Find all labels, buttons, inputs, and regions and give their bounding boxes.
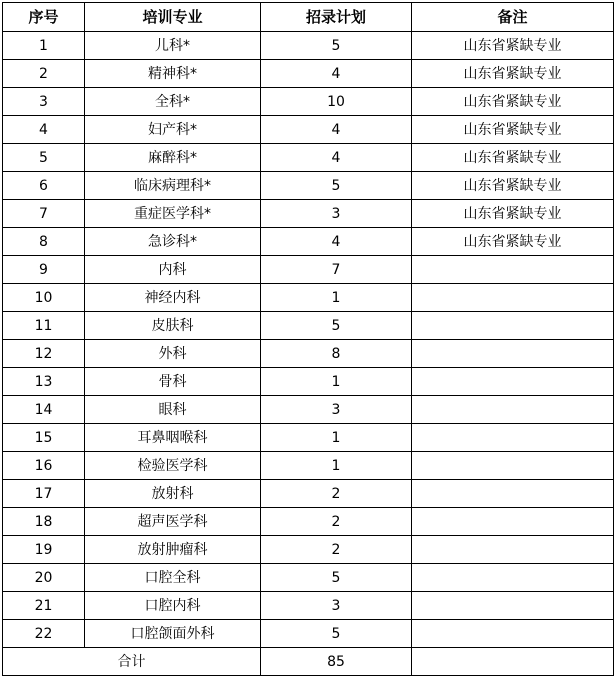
header-seq: 序号 <box>3 3 85 32</box>
cell-seq: 13 <box>3 368 85 396</box>
cell-plan: 10 <box>261 88 412 116</box>
cell-specialty: 口腔内科 <box>85 592 261 620</box>
cell-seq: 19 <box>3 536 85 564</box>
header-specialty: 培训专业 <box>85 3 261 32</box>
cell-plan: 1 <box>261 424 412 452</box>
table-row <box>3 508 614 536</box>
total-note <box>412 648 614 676</box>
cell-specialty: 外科 <box>85 340 261 368</box>
cell-seq: 15 <box>3 424 85 452</box>
cell-specialty: 口腔颌面外科 <box>85 620 261 648</box>
cell-seq: 11 <box>3 312 85 340</box>
header-note: 备注 <box>412 3 614 32</box>
cell-seq: 1 <box>3 32 85 60</box>
cell-seq: 18 <box>3 508 85 536</box>
cell-plan: 5 <box>261 32 412 60</box>
cell-note <box>412 396 614 424</box>
cell-note <box>412 564 614 592</box>
cell-note <box>412 508 614 536</box>
table-row <box>3 452 614 480</box>
table-row <box>3 396 614 424</box>
cell-note <box>412 536 614 564</box>
table-row <box>3 88 614 116</box>
table-row <box>3 592 614 620</box>
cell-seq: 20 <box>3 564 85 592</box>
cell-note <box>412 480 614 508</box>
cell-seq: 17 <box>3 480 85 508</box>
cell-note: 山东省紧缺专业 <box>412 172 614 200</box>
table-row <box>3 312 614 340</box>
cell-note <box>412 368 614 396</box>
table-row <box>3 368 614 396</box>
table-row <box>3 564 614 592</box>
cell-note <box>412 592 614 620</box>
cell-note: 山东省紧缺专业 <box>412 60 614 88</box>
cell-seq: 12 <box>3 340 85 368</box>
table-row <box>3 144 614 172</box>
cell-note <box>412 620 614 648</box>
table-row <box>3 620 614 648</box>
cell-specialty: 放射科 <box>85 480 261 508</box>
total-label: 合计 <box>3 648 261 676</box>
cell-specialty: 麻醉科* <box>85 144 261 172</box>
table-row <box>3 424 614 452</box>
total-plan: 85 <box>261 648 412 676</box>
cell-seq: 14 <box>3 396 85 424</box>
cell-specialty: 内科 <box>85 256 261 284</box>
cell-note <box>412 340 614 368</box>
table-row <box>3 32 614 60</box>
cell-seq: 8 <box>3 228 85 256</box>
cell-specialty: 皮肤科 <box>85 312 261 340</box>
cell-seq: 16 <box>3 452 85 480</box>
table-row <box>3 284 614 312</box>
cell-note <box>412 284 614 312</box>
total-row <box>3 648 614 676</box>
cell-seq: 9 <box>3 256 85 284</box>
table-body <box>3 32 614 648</box>
cell-seq: 21 <box>3 592 85 620</box>
cell-plan: 5 <box>261 172 412 200</box>
cell-plan: 1 <box>261 284 412 312</box>
cell-plan: 3 <box>261 396 412 424</box>
cell-plan: 2 <box>261 480 412 508</box>
cell-specialty: 妇产科* <box>85 116 261 144</box>
cell-specialty: 临床病理科* <box>85 172 261 200</box>
cell-plan: 8 <box>261 340 412 368</box>
cell-plan: 1 <box>261 368 412 396</box>
cell-note: 山东省紧缺专业 <box>412 32 614 60</box>
cell-specialty: 超声医学科 <box>85 508 261 536</box>
cell-note: 山东省紧缺专业 <box>412 200 614 228</box>
recruitment-plan-table <box>2 2 614 676</box>
cell-note: 山东省紧缺专业 <box>412 88 614 116</box>
cell-specialty: 眼科 <box>85 396 261 424</box>
cell-specialty: 神经内科 <box>85 284 261 312</box>
cell-seq: 5 <box>3 144 85 172</box>
cell-seq: 22 <box>3 620 85 648</box>
cell-specialty: 耳鼻咽喉科 <box>85 424 261 452</box>
table-row <box>3 228 614 256</box>
table-row <box>3 172 614 200</box>
cell-specialty: 急诊科* <box>85 228 261 256</box>
table-header-row <box>3 3 614 32</box>
cell-seq: 4 <box>3 116 85 144</box>
cell-seq: 6 <box>3 172 85 200</box>
cell-note <box>412 424 614 452</box>
cell-seq: 7 <box>3 200 85 228</box>
cell-note: 山东省紧缺专业 <box>412 116 614 144</box>
cell-note <box>412 256 614 284</box>
cell-specialty: 儿科* <box>85 32 261 60</box>
cell-specialty: 精神科* <box>85 60 261 88</box>
cell-note <box>412 312 614 340</box>
cell-specialty: 检验医学科 <box>85 452 261 480</box>
table-row <box>3 480 614 508</box>
cell-plan: 4 <box>261 228 412 256</box>
cell-plan: 7 <box>261 256 412 284</box>
table-row <box>3 536 614 564</box>
cell-seq: 10 <box>3 284 85 312</box>
cell-plan: 3 <box>261 592 412 620</box>
cell-plan: 3 <box>261 200 412 228</box>
cell-plan: 4 <box>261 144 412 172</box>
cell-specialty: 放射肿瘤科 <box>85 536 261 564</box>
table-row <box>3 256 614 284</box>
table-row <box>3 116 614 144</box>
cell-plan: 5 <box>261 564 412 592</box>
cell-specialty: 口腔全科 <box>85 564 261 592</box>
table-row <box>3 60 614 88</box>
cell-note <box>412 452 614 480</box>
cell-specialty: 全科* <box>85 88 261 116</box>
cell-specialty: 重症医学科* <box>85 200 261 228</box>
cell-note: 山东省紧缺专业 <box>412 144 614 172</box>
cell-plan: 4 <box>261 116 412 144</box>
cell-seq: 2 <box>3 60 85 88</box>
cell-plan: 1 <box>261 452 412 480</box>
cell-note: 山东省紧缺专业 <box>412 228 614 256</box>
cell-plan: 2 <box>261 508 412 536</box>
cell-plan: 2 <box>261 536 412 564</box>
cell-seq: 3 <box>3 88 85 116</box>
cell-plan: 5 <box>261 620 412 648</box>
table-row <box>3 340 614 368</box>
table-row <box>3 200 614 228</box>
cell-specialty: 骨科 <box>85 368 261 396</box>
cell-plan: 5 <box>261 312 412 340</box>
header-plan: 招录计划 <box>261 3 412 32</box>
cell-plan: 4 <box>261 60 412 88</box>
